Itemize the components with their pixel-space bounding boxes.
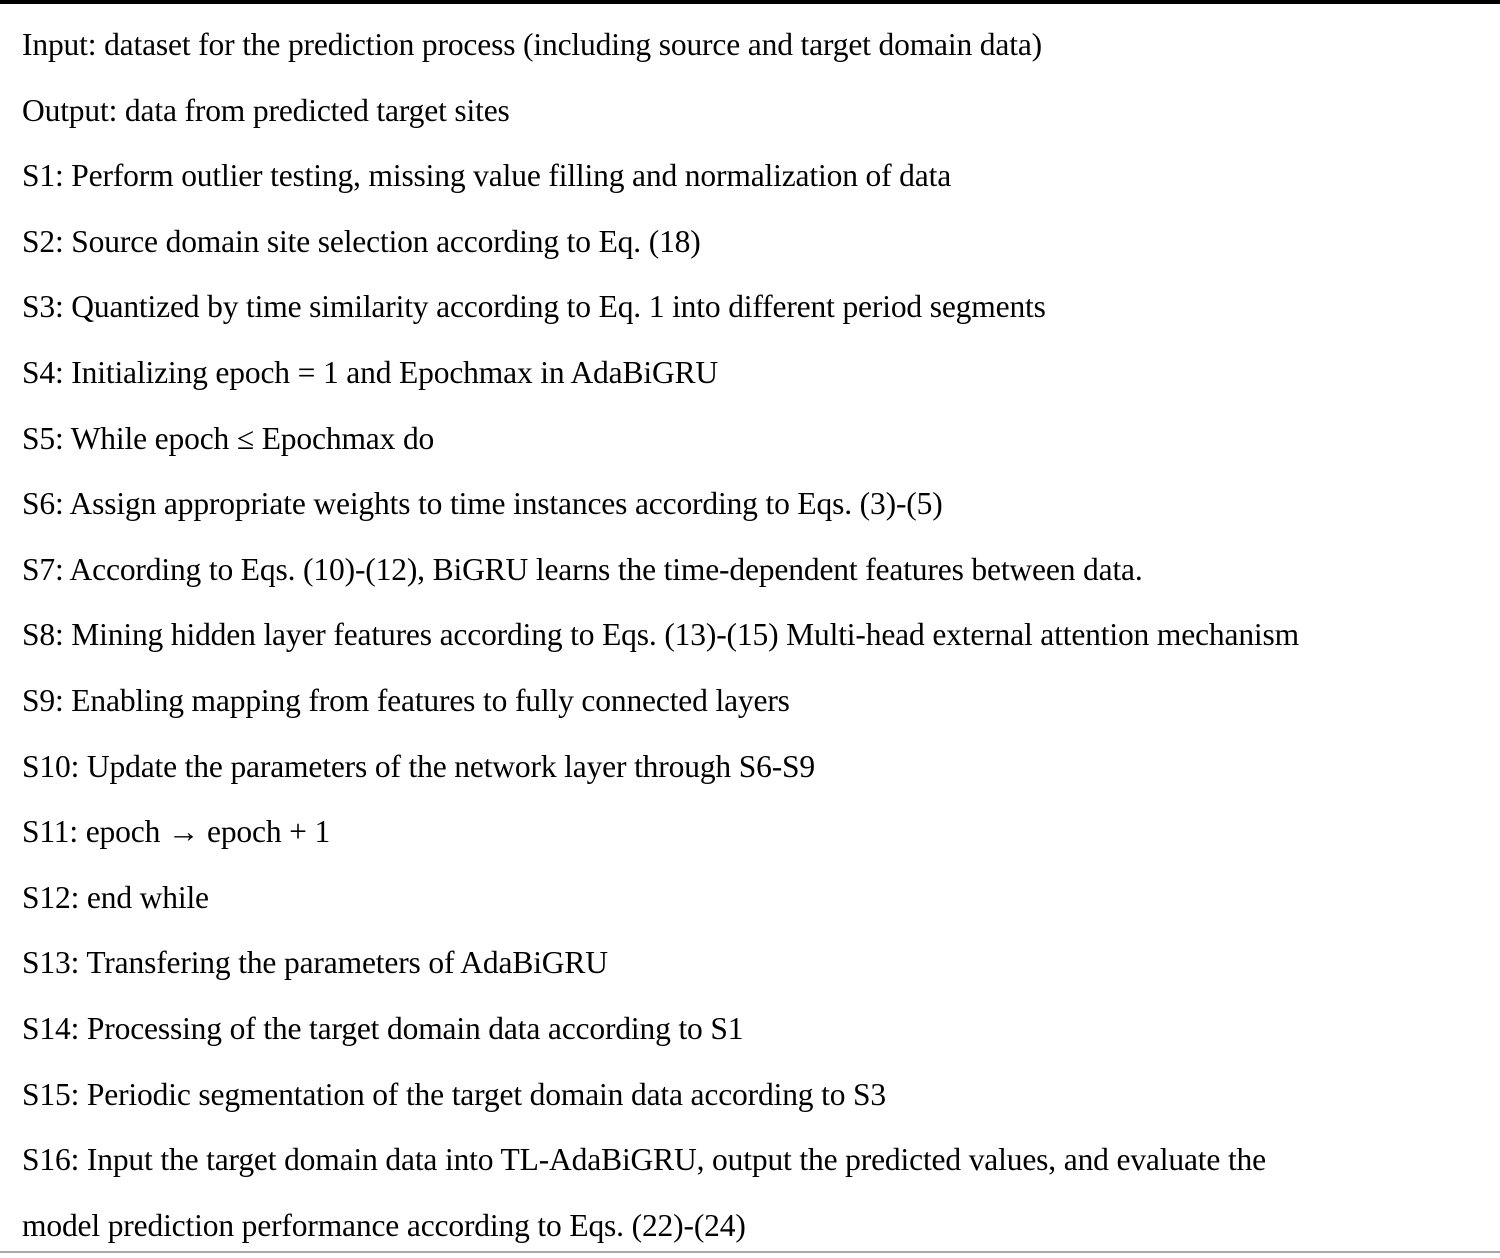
top-rule [0,0,1500,4]
step-s6: S6: Assign appropriate weights to time instances according to Eqs. (3)-(5) [22,486,943,522]
step-s15: S15: Periodic segmentation of the target domain data according to S3 [22,1076,887,1112]
step-s4: S4: Initializing epoch = 1 and Epochmax in AdaBiGRU [22,354,719,390]
step-s9: S9: Enabling mapping from features to fully connected layers [22,682,790,718]
step-s12: S12: end while [22,879,209,915]
step-s1: S1: Perform outlier testing, missing value filling and normalization of data [22,158,952,194]
step-s2: S2: Source domain site selection according to Eq. (18) [22,223,701,259]
step-s14: S14: Processing of the target domain data according to S1 [22,1010,744,1046]
step-s13: S13: Transfering the parameters of AdaBiGRU [22,945,608,981]
bottom-rule [0,1251,1500,1253]
output-line: Output: data from predicted target sites [22,92,510,128]
step-s10: S10: Update the parameters of the network layer through S6-S9 [22,748,816,784]
step-s5: S5: While epoch ≤ Epochmax do [22,420,435,456]
step-s16: S16: Input the target domain data into TL-AdaBiGRU, output the predicted values, and evaluate the [22,1142,1266,1178]
algorithm-lines [22,12,1500,1258]
step-s3: S3: Quantized by time similarity according to Eq. 1 into different period segments [22,289,1046,325]
step-s7: S7: According to Eqs. (10)-(12), BiGRU learns the time-dependent features between data. [22,551,1143,587]
input-line: Input: dataset for the prediction process (including source and target domain data) [22,27,1043,62]
step-s16-continuation: model prediction performance according to Eqs. (22)-(24) [22,1207,746,1243]
step-s11: S11: epoch → epoch + 1 [22,814,331,850]
step-s8: S8: Mining hidden layer features according to Eqs. (13)-(15) Multi-head external attention mechanism [22,617,1299,653]
